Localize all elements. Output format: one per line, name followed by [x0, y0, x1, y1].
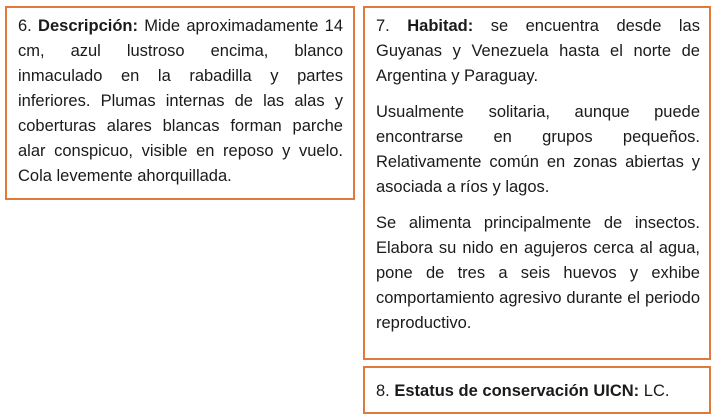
habitat-box — [363, 6, 711, 360]
habitat-number: 7. — [376, 17, 390, 35]
habitat-text: se encuentra desde las Guyanas y Venezuela hasta el norte de Argentina y Paraguay. — [376, 17, 700, 85]
description-number: 6. — [18, 17, 32, 35]
habitat-heading: Habitad: — [407, 17, 474, 35]
behavior-paragraph: Usualmente solitaria, aunque puede encontrarse en grupos pequeños. Relativamente común en zonas abiertas y asociada a ríos y lagos. — [376, 103, 700, 196]
description-heading: Descripción: — [38, 17, 138, 35]
status-number: 8. — [376, 382, 390, 400]
status-value: LC. — [643, 382, 670, 400]
diet-nesting-paragraph: Se alimenta principalmente de insectos. Elabora su nido en agujeros cerca al agua, pone de tres a seis huevos y exhibe comportamiento agresivo durante el periodo reproductivo. — [376, 214, 700, 332]
habitat-paragraph — [376, 14, 700, 89]
description-text: Mide aproximadamente 14 cm, azul lustroso encima, blanco inmaculado en la rabadilla y partes inferiores. Plumas internas de las alas y coberturas alares blancas forman parche alar conspicuo, visible en reposo y vuelo. Cola levemente ahorquillada. — [18, 17, 344, 185]
description-box — [5, 6, 355, 200]
status-paragraph — [376, 374, 699, 408]
description-paragraph — [18, 14, 343, 189]
status-heading: Estatus de conservación UICN: — [394, 382, 640, 400]
conservation-status-box — [363, 366, 711, 414]
